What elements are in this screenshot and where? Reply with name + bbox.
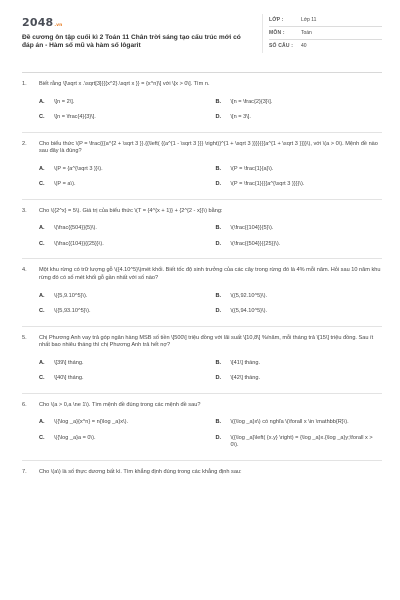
answer-option[interactable] <box>216 162 383 178</box>
option-letter: D. <box>215 240 222 247</box>
answer-option[interactable] <box>216 177 383 193</box>
option-letter: A. <box>39 98 45 105</box>
answer-option[interactable] <box>39 162 206 178</box>
option-letter: C. <box>39 181 45 188</box>
answer-option[interactable] <box>216 221 383 237</box>
option-letter: A. <box>39 292 45 299</box>
answer-options <box>39 415 382 454</box>
option-letter: D. <box>215 114 222 121</box>
option-text: \[42\] tháng. <box>230 375 261 382</box>
brand-block <box>22 14 254 51</box>
option-letter: C. <box>39 434 45 441</box>
option-text: \({5,92.10^5}\). <box>230 292 268 299</box>
option-text: \[39\] tháng. <box>54 359 84 366</box>
meta-row <box>269 40 382 53</box>
question-list <box>22 73 382 477</box>
meta-value: Toán <box>301 29 312 36</box>
answer-option[interactable] <box>216 356 383 372</box>
answer-option[interactable] <box>39 177 206 193</box>
question-item <box>22 393 382 460</box>
meta-label: LỚP : <box>269 16 284 23</box>
answer-option[interactable] <box>39 221 206 237</box>
answer-options <box>39 289 382 320</box>
question-number: 4. <box>22 267 27 274</box>
question-item <box>22 199 382 259</box>
option-text: \({\log _a}\left( {x.y} \right) = {\log _a}x.{\log _a}y;\forall x > 0\). <box>230 434 373 449</box>
answer-option[interactable] <box>39 237 206 253</box>
answer-option[interactable] <box>39 431 206 454</box>
option-letter: C. <box>39 240 45 247</box>
site-logo[interactable] <box>22 16 254 31</box>
question-item <box>22 326 382 393</box>
meta-value: Lớp 11 <box>301 16 317 23</box>
question-number: 2. <box>22 140 27 147</box>
answer-option[interactable] <box>216 431 383 454</box>
question-text: Cho \(a\) là số thực dương bất kì. Tìm khẳng định đúng trong các khẳng định sau: <box>39 469 242 476</box>
option-text: \(\frac{{104}}{5}\). <box>230 225 274 232</box>
option-letter: D. <box>215 308 222 315</box>
option-text: \(\frac{{504}}{5}\). <box>54 225 97 232</box>
option-letter: B. <box>215 419 222 426</box>
meta-label: SỐ CÂU : <box>269 43 294 50</box>
question-item <box>22 460 382 477</box>
option-text: \(P = a\). <box>54 181 76 188</box>
question-stem <box>22 81 382 89</box>
option-text: \[40\] tháng. <box>54 375 84 382</box>
option-letter: A. <box>39 225 45 232</box>
option-letter: D. <box>215 434 222 441</box>
question-item <box>22 73 382 132</box>
option-text: \({5,94.10^5}\). <box>230 308 268 315</box>
page-header <box>22 14 382 64</box>
meta-info-box <box>262 14 382 53</box>
option-letter: A. <box>39 359 45 366</box>
option-letter: D. <box>215 181 222 188</box>
question-stem <box>22 469 382 477</box>
option-text: \(P = \frac{1}{a}\). <box>230 165 274 172</box>
document-title: Đề cương ôn tập cuối kì 2 Toán 11 Chân trời sáng tạo cấu trúc mới có đáp án - Hàm số mũ và hàm số lôgarit <box>22 33 241 50</box>
option-letter: B. <box>215 165 222 172</box>
question-number: 3. <box>22 207 27 214</box>
question-text: Cho \(a > 0,a \ne 1\). Tìm mệnh đề đúng trong các mệnh đề sau? <box>39 401 201 408</box>
question-text: Một khu rừng có trữ lượng gỗ \({4.10^5}\)mét khối. Biết tốc độ sinh trưởng của các cây trong rừng đó là 4% mỗi năm. Hỏi sau 10 năm khu rừng đó có số mét khối gỗ gần nhất với số nào? <box>39 267 381 282</box>
question-item <box>22 132 382 199</box>
answer-option[interactable] <box>216 304 383 320</box>
question-number: 6. <box>22 401 27 408</box>
question-number: 7. <box>22 469 27 476</box>
question-stem <box>22 141 382 156</box>
answer-option[interactable] <box>216 95 383 111</box>
meta-value: 40 <box>301 43 307 50</box>
option-letter: A. <box>39 419 45 426</box>
answer-options <box>39 221 382 252</box>
option-text: \({5,9.10^5}\). <box>54 292 88 299</box>
question-text: Cho biểu thức \(P = \frac{{{a^{2 + \sqrt 3 }}.{{\left( {{a^{1 - \sqrt 3 }}} \right)}^{1 + \sqrt 3 }}}}{{{a^{1 + \sqrt 3 }}}}\), với \(a > 0\). Mệnh đề nào sau đây là đúng? <box>39 140 378 155</box>
option-letter: B. <box>215 98 222 105</box>
option-letter: C. <box>39 308 45 315</box>
question-stem <box>22 335 382 350</box>
answer-options <box>39 95 382 126</box>
option-text: \(\frac{{104}}{{25}}\). <box>54 240 104 247</box>
logo-domain-text: .vn <box>54 23 63 28</box>
question-number: 5. <box>22 334 27 341</box>
option-text: \({\log _a}x\) có nghĩa \(\forall x \in \mathbb{R}\). <box>230 419 349 426</box>
answer-option[interactable] <box>39 371 206 387</box>
answer-options <box>39 356 382 387</box>
answer-option[interactable] <box>39 304 206 320</box>
meta-row <box>269 27 382 40</box>
meta-label: MÔN : <box>269 29 285 36</box>
option-text: \({5,93.10^5}\). <box>54 308 91 315</box>
answer-option[interactable] <box>39 415 206 431</box>
option-text: \[n = 2\]. <box>54 98 75 105</box>
question-stem <box>22 208 382 216</box>
option-text: \[n = \frac{2}{3}\]. <box>230 98 273 105</box>
question-number: 1. <box>22 81 27 87</box>
question-stem <box>22 267 382 282</box>
answer-option[interactable] <box>216 371 383 387</box>
option-letter: C. <box>39 375 45 382</box>
option-letter: A. <box>39 165 45 172</box>
option-letter: B. <box>215 225 222 232</box>
question-text: Biết rằng \[\sqrt x .\sqrt[3]{{{x^2}.\sqrt x }} = {x^n}\] với \[x > 0\]. Tìm n. <box>39 81 210 87</box>
option-text: \(\frac{{504}}{{25}}\). <box>230 240 281 247</box>
question-text: Chị Phương Anh vay trả góp ngân hàng MSB số tiền \[500\] triệu đồng với lãi suất \[10,8\] %/năm, mỗi tháng trả \[15\] triệu đồng. Sau ít nhất bao nhiêu tháng thì chị Phương Anh trả hết nợ? <box>39 334 374 349</box>
answer-option[interactable] <box>39 289 206 305</box>
option-letter: D. <box>215 375 222 382</box>
option-text: \[41\] tháng. <box>230 359 261 366</box>
question-text: Cho \({2^x} = 5\). Giá trị của biểu thức \(T = {4^{x + 1}} + {2^{2 - x}}\) bằng: <box>39 207 223 214</box>
answer-options <box>39 162 382 193</box>
option-letter: B. <box>215 292 222 299</box>
answer-option[interactable] <box>216 237 383 253</box>
answer-option[interactable] <box>39 356 206 372</box>
answer-option[interactable] <box>216 415 383 431</box>
answer-option[interactable] <box>216 289 383 305</box>
option-text: \(P = {a^{\sqrt 3 }}\). <box>54 165 103 172</box>
option-text: \({\log _a}a = 0\). <box>54 434 96 441</box>
answer-option[interactable] <box>39 95 206 111</box>
option-text: \({\log _a}{x^n} = n{\log _a}x\). <box>54 419 129 426</box>
answer-option[interactable] <box>39 110 206 126</box>
option-text: \[n = \frac{4}{3}\]. <box>54 114 96 121</box>
question-stem <box>22 402 382 410</box>
meta-row <box>269 14 382 27</box>
question-item <box>22 258 382 325</box>
answer-option[interactable] <box>216 110 383 126</box>
option-text: \(P = \frac{1}{{{a^{\sqrt 3 }}}}\). <box>230 181 305 188</box>
option-letter: B. <box>215 359 222 366</box>
option-letter: C. <box>39 114 45 121</box>
option-text: \[n = 3\]. <box>230 114 251 121</box>
logo-main-text: 2048 <box>22 16 54 29</box>
